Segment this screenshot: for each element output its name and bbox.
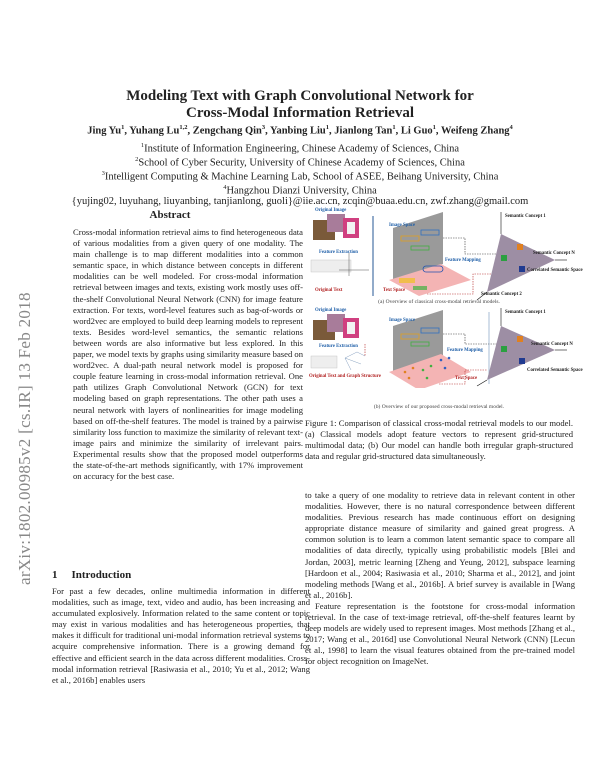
author-sup: 1 (392, 124, 396, 131)
label-correlated-a: Correlated Semantic Space (527, 268, 583, 273)
label-text-space-a: Text Space (383, 288, 406, 293)
right-column-body (305, 490, 575, 668)
title-line-1: Modeling Text with Graph Convolutional Network for (126, 88, 474, 104)
introduction-paragraph-2: Feature representation is the footstone for cross-modal information retrieval. In the case of text-image retrieval, off-the-shelf features learnt by deep models are widely used to represent images. Most methods [Zhang et al., 2017; Wang et al., 2016d] use Convolutional Neural Network (CNN) [Lecun et al., 1998] to learn the visual features obtained from the pre-trained model for object recognition on ImageNet. (305, 600, 575, 667)
author: Jianlong Tan (334, 125, 393, 137)
author-sup: 3 (261, 124, 266, 131)
author-sup: 4 (509, 124, 513, 131)
affil-text: Institute of Information Engineering, Chinese Academy of Sciences, China (144, 143, 460, 155)
affil-sup: 2 (135, 156, 139, 163)
figure-1-caption: Figure 1: Comparison of classical cross-modal retrieval models to our model. (a) Classical models adopt feature vectors to represent grid-structured multimodal data; (b) Our model can handle both irregular graph-structured data and regular grid-structured data simultaneously. (305, 418, 573, 462)
author: Yanbing Liu (270, 125, 326, 137)
author-sup: 1 (432, 124, 436, 131)
label-original-image-a: Original Image (315, 208, 347, 213)
title-line-2: Cross-Modal Information Retrieval (185, 105, 415, 121)
label-original-text-a: Original Text (315, 288, 343, 293)
introduction-paragraph-1: For past a few decades, online multimedia information in different modalities, such as image, text, video and audio, has been increasing and accumulated explosively. Information related to the same content or topic may exist in various modalities and has heterogeneous properties, that makes it difficult for traditional uni-modal information retrieval systems to acquire comprehensive information. There is a growing demand for effective and efficient search in the data across different modalities. Cross-modal information retrieval [Rasiwasia et al., 2010; Yu et al., 2012; Wang et al., 2016b] enables users (52, 586, 310, 685)
label-concept-2-a: Semantic Concept 2 (481, 292, 522, 297)
subcaption-b: (b) Overview of our proposed cross-modal retrieval model. (373, 404, 505, 410)
section-title: Introduction (71, 569, 132, 581)
affil-sup: 4 (223, 184, 227, 191)
label-feature-mapping-b: Feature Mapping (447, 348, 483, 353)
author: Yuhang Lu (129, 125, 180, 137)
label-concept-n-a: Semantic Concept N (533, 251, 575, 256)
affil-sup: 3 (101, 170, 105, 177)
label-image-space-b: Image Space (389, 318, 415, 323)
affil-text: School of Cyber Security, University of Chinese Academy of Sciences, China (138, 157, 465, 169)
author: Jing Yu (87, 125, 122, 137)
affil-sup: 1 (140, 142, 145, 149)
label-concept-1-a: Semantic Concept 1 (505, 214, 546, 219)
subcaption-a: (a) Overview of classical cross-modal retrieval models. (378, 299, 500, 305)
label-concept-n-b: Semantic Concept N (531, 342, 573, 347)
abstract-heading: Abstract (149, 209, 191, 221)
section-heading-introduction (52, 569, 131, 581)
author-sup: 1,2 (179, 124, 188, 131)
label-image-space-a: Image Space (389, 223, 415, 228)
label-text-space-b: Text Space (455, 376, 478, 381)
label-feature-mapping-a: Feature Mapping (445, 258, 481, 263)
author: Li Guo (400, 125, 433, 137)
section-number: 1 (52, 569, 58, 581)
label-concept-1-b: Semantic Concept 1 (505, 310, 546, 315)
author-sup: 1 (121, 124, 125, 131)
label-correlated-b: Correlated Semantic Space (527, 368, 583, 373)
affil-text: Intelligent Computing & Machine Learning Lab, School of ASEE, Beihang University, China (104, 171, 499, 183)
label-original-text-graph-b: Original Text and Graph Structure (309, 374, 381, 379)
introduction-paragraph-1-continued: to take a query of one modality to retrieve data in relevant content in other modalities. However, there is no natural correspondence between different modalities. Previous research has made continuous effort on designing appropriate distance measure of similarity and gained great progress. A common solution is to learn a common latent semantic space to compare all modalities of data directly, typically using probabilistic models [Blei and Jordan, 2003], metric learning [Zheng and Yeung, 2012], subspace learning [Hardoon et al., 2004; Rasiwasia et al., 2010; Sharma et al., 2012], and joint modeling methods [Wang et al., 2016b]. A brief survey is available in [Wang et al., 2016b]. (305, 490, 575, 600)
figure-1 (305, 208, 583, 410)
author: Zengchang Qin (192, 125, 262, 137)
affil-text: Hangzhou Dianzi University, China (226, 185, 377, 197)
arxiv-stamp: arXiv:1802.00985v2 [cs.IR] 13 Feb 2018 (15, 292, 34, 585)
label-feature-extraction-a: Feature Extraction (319, 250, 358, 255)
abstract-body: Cross-modal information retrieval aims to find heterogeneous data of various modalities from a given query of one modality. The main challenge is to map different modalities into a common semantic space, in which distance between concepts in different modalities can be well modeled. For cross-modal information retrieval between images and texts, existing work mostly uses off-the-shelf Convolutional Neural Network (CNN) for image feature extraction. For texts, word-level features such as bag-of-words or word2vec are employed to build deep learning models to represent texts. Besides word-level semantics, the semantic relations between words are also informative but less explored. In this paper, we model texts by graphs using similarity measure based on word2vec. A dual-path neural network model is proposed for couple feature learning in cross-modal information retrieval. One path utilizes Graph Convolutional Network (GCN) for text modeling based on graph representations. The other path uses a neural network with layers of nonlinearities for image modeling based on off-the-shelf features. The model is trained by a pairwise similarity loss function to maximize the similarity of relevant text-image pairs and minimize the similarity of irrelevant pairs. Experimental results show that the proposed model outperforms the state-of-the-art methods significantly, with 17% improvement on accuracy for the best case. (73, 227, 303, 482)
label-feature-extraction-b: Feature Extraction (319, 344, 358, 349)
author-list: Jing Yu$^1$, Yuhang Lu$^{1,2}$, Zengchang Qin$^3$, Yanbing Liu$^1$, Jianlong Tan$^1$, Li Guo$^1$, Weifeng Zhang$^4$ (87, 124, 513, 137)
label-original-image-b: Original Image (315, 308, 347, 313)
figure-diagram (305, 208, 573, 388)
author: Weifeng Zhang (440, 125, 510, 137)
author-sup: 1 (325, 124, 330, 131)
paper-title (0, 88, 600, 122)
author-emails: {yujing02, luyuhang, liuyanbing, tanjianlong, guoli}@iie.ac.cn, zcqin@buaa.edu.cn, zwf.zhang@gmail.com (71, 196, 529, 207)
